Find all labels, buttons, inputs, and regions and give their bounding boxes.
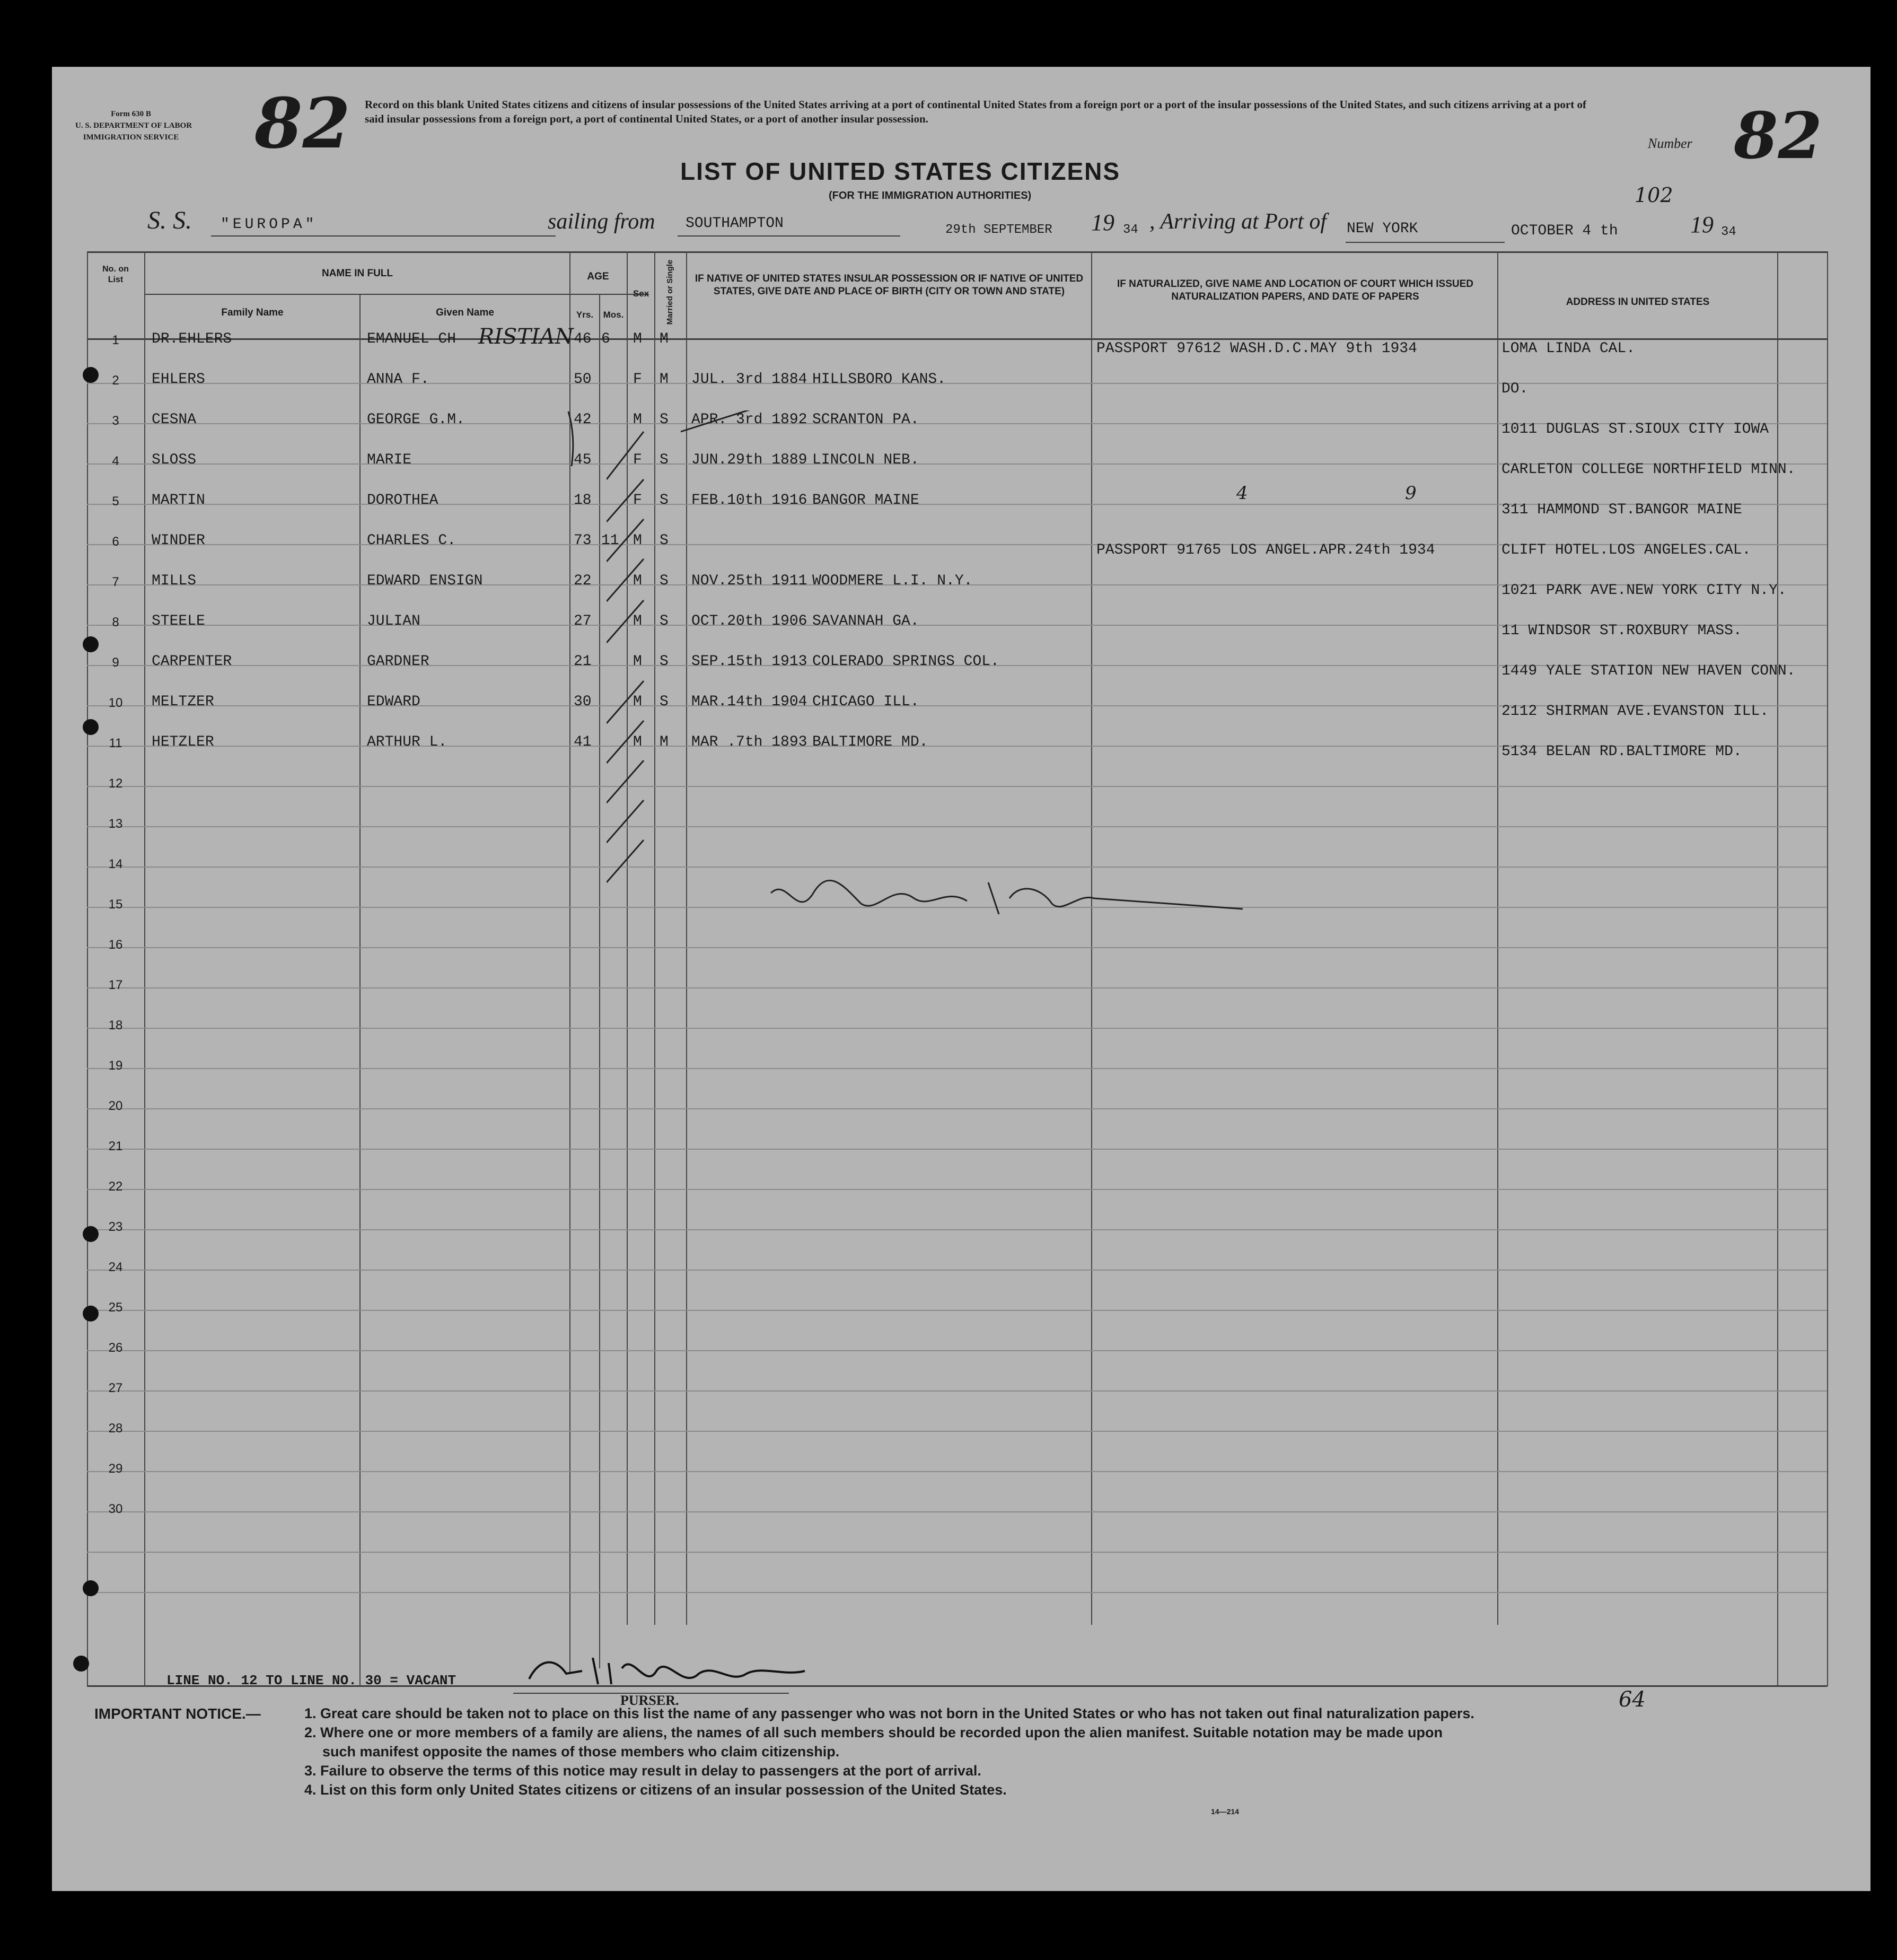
birth-place: CHICAGO ILL.: [812, 694, 919, 710]
row-line: [87, 1108, 1827, 1109]
marital-status: S: [660, 532, 669, 549]
line-number: 20: [108, 1099, 123, 1113]
birth-place: SCRANTON PA.: [812, 412, 919, 428]
birth-date: OCT.20th 1906: [691, 613, 807, 629]
family-name: MELTZER: [152, 694, 214, 710]
arrival-year-prefix: 19: [1690, 212, 1714, 238]
given-name: EMANUEL CH: [367, 331, 456, 347]
punch-hole: [83, 636, 99, 652]
row-line: [87, 383, 1827, 384]
punch-hole: [83, 367, 99, 383]
line-number: 18: [108, 1018, 123, 1032]
header-age: AGE: [587, 271, 609, 282]
birth-date: JUN.29th 1889: [691, 452, 807, 468]
age-years: 18: [574, 492, 592, 509]
birth-date: MAR .7th 1893: [691, 734, 807, 750]
row-line: [87, 1390, 1827, 1392]
us-address: 311 HAMMOND ST.BANGOR MAINE: [1501, 502, 1742, 518]
row-line: [87, 1068, 1827, 1069]
col-line-naturalization: [1091, 251, 1092, 1625]
row1-bracket: [564, 410, 585, 469]
tick-strokes: [607, 410, 797, 882]
age-years: 21: [574, 653, 592, 670]
age-years: 27: [574, 613, 592, 629]
row-line: [87, 867, 1827, 868]
marital-status: S: [660, 412, 669, 428]
given-name: GEORGE G.M.: [367, 412, 465, 428]
form-id: [75, 108, 192, 143]
line-number: 21: [108, 1139, 123, 1153]
birth-date: MAR.14th 1904: [691, 694, 807, 710]
manifest-table: [87, 251, 1827, 1720]
family-name: CARPENTER: [152, 653, 232, 670]
line-number: 22: [108, 1179, 123, 1194]
given-name: ARTHUR L.: [367, 734, 447, 750]
row-line: [87, 1310, 1827, 1311]
naturalization-papers: PASSPORT 91765 LOS ANGEL.APR.24th 1934: [1096, 542, 1435, 558]
page-number: 64: [1619, 1687, 1646, 1712]
line-number: 26: [108, 1341, 123, 1355]
birth-date: FEB.10th 1916: [691, 492, 807, 509]
intro-text: Record on this blank United States citizens and citizens of insular possessions of the United States arriving at a port of continental United States from a foreign port or a port of the insular possessions of the United States, and such citizens arriving at a port of said insular possessions from a foreign port, a port of continental United States, or a port of another insular possession.: [365, 98, 1586, 125]
birth-date: JUL. 3rd 1884: [691, 371, 807, 388]
us-address: 11 WINDSOR ST.ROXBURY MASS.: [1501, 623, 1742, 639]
family-name: WINDER: [152, 532, 205, 549]
departure-date: 29th SEPTEMBER: [945, 223, 1052, 237]
sex: F: [633, 452, 642, 468]
arriving-label: , Arriving at Port of: [1149, 209, 1327, 234]
line-number: 13: [108, 817, 123, 831]
naturalization-papers: PASSPORT 97612 WASH.D.C.MAY 9th 1934: [1096, 340, 1417, 357]
marital-status: S: [660, 452, 669, 468]
line-number: 16: [108, 938, 123, 952]
col-line-mos: [599, 295, 600, 1668]
list-number-left: 82: [254, 83, 350, 164]
notice-3: 3. Failure to observe the terms of this notice may result in delay to passengers at the port of arrival.: [304, 1763, 981, 1779]
arrival-port: NEW YORK: [1347, 221, 1418, 237]
line-number: 5: [112, 494, 119, 509]
page-reference: 102: [1635, 183, 1673, 207]
row-line: [87, 1028, 1827, 1029]
row-line: [87, 987, 1827, 988]
line-number: 10: [108, 696, 123, 710]
notice-label: IMPORTANT NOTICE.—: [94, 1705, 261, 1722]
row2-mark-b: 9: [1405, 483, 1417, 504]
line-number: 12: [108, 776, 123, 791]
departure-underline: [678, 235, 900, 237]
age-years: 41: [574, 734, 592, 750]
table-top-border: [87, 251, 1827, 253]
age-years: 22: [574, 573, 592, 589]
vacant-note: LINE NO. 12 TO LINE NO. 30 = VACANT: [166, 1673, 456, 1688]
punch-hole: [73, 1656, 89, 1672]
line-number: 19: [108, 1058, 123, 1073]
signature-stroke: [771, 880, 1243, 914]
us-address: CLIFT HOTEL.LOS ANGELES.CAL.: [1501, 542, 1751, 558]
marital-status: S: [660, 613, 669, 629]
birth-place: BALTIMORE MD.: [812, 734, 928, 750]
header-mos: Mos.: [603, 310, 624, 320]
sex: F: [633, 371, 642, 388]
row-line: [87, 1189, 1827, 1190]
us-address: LOMA LINDA CAL.: [1501, 340, 1636, 357]
age-months: 6: [601, 331, 610, 347]
row-line: [87, 786, 1827, 787]
us-address: DO.: [1501, 381, 1529, 397]
row-line: [87, 1431, 1827, 1432]
line-number: 9: [112, 655, 119, 670]
family-name: CESNA: [152, 412, 197, 428]
departure-year: 34: [1123, 223, 1138, 237]
line-number: 29: [108, 1462, 123, 1476]
sex: M: [633, 412, 642, 428]
sex: F: [633, 492, 642, 509]
line-number: 1: [112, 333, 119, 347]
given-name: GARDNER: [367, 653, 429, 670]
row-line: [87, 1511, 1827, 1512]
purser-signature-stroke: [529, 1658, 805, 1684]
birth-place: HILLSBORO KANS.: [812, 371, 946, 388]
sailing-label: sailing from: [548, 209, 655, 234]
notice-2-cont: such manifest opposite the names of those members who claim citizenship.: [322, 1744, 840, 1760]
header-married-single: Married or Single: [665, 259, 674, 325]
service: IMMIGRATION SERVICE: [83, 133, 179, 142]
punch-hole: [83, 1226, 99, 1242]
birth-place: SAVANNAH GA.: [812, 613, 919, 629]
age-years: 42: [574, 412, 592, 428]
header-naturalization: IF NATURALIZED, GIVE NAME AND LOCATION OF COURT WHICH ISSUED NATURALIZATION PAPERS, AND DATE OF PAPERS: [1117, 278, 1473, 302]
us-address: 2112 SHIRMAN AVE.EVANSTON ILL.: [1501, 703, 1769, 720]
name-age-sub-border: [145, 294, 649, 295]
birth-place: LINCOLN NEB.: [812, 452, 919, 468]
us-address: 1011 DUGLAS ST.SIOUX CITY IOWA: [1501, 421, 1769, 438]
line-number: 24: [108, 1260, 123, 1274]
line-number: 28: [108, 1421, 123, 1436]
departure-port: SOUTHAMPTON: [686, 215, 784, 232]
line-number: 25: [108, 1300, 123, 1315]
age-years: 46: [574, 331, 592, 347]
header-no-on-list: No. on List: [102, 265, 129, 284]
row-line: [87, 1229, 1827, 1230]
header-name-in-full: NAME IN FULL: [321, 268, 393, 279]
arrival-date: OCTOBER 4 th: [1511, 223, 1618, 239]
punch-hole: [83, 719, 99, 735]
marital-status: S: [660, 653, 669, 670]
given-name: EDWARD ENSIGN: [367, 573, 483, 589]
us-address: 5134 BELAN RD.BALTIMORE MD.: [1501, 743, 1742, 760]
purser-label: PURSER.: [620, 1693, 679, 1708]
sex: M: [633, 694, 642, 710]
signature-scrawl: [766, 872, 1243, 930]
department: U. S. DEPARTMENT OF LABOR: [75, 121, 192, 130]
family-name: STEELE: [152, 613, 205, 629]
given-name: ANNA F.: [367, 371, 429, 388]
manifest-sheet: [52, 67, 1870, 1891]
us-address: 1021 PARK AVE.NEW YORK CITY N.Y.: [1501, 582, 1787, 599]
sex: M: [633, 573, 642, 589]
marital-status: M: [660, 734, 669, 750]
arrival-underline: [1346, 242, 1505, 243]
header-address: ADDRESS IN UNITED STATES: [1566, 296, 1710, 308]
header-birth: IF NATIVE OF UNITED STATES INSULAR POSSESSION OR IF NATIVE OF UNITED STATES, GIVE DATE AND PLACE OF BIRTH (CITY OR TOWN AND STATE): [695, 273, 1084, 297]
sex: M: [633, 734, 642, 750]
ship-underline: [211, 235, 556, 237]
notice-4: 4. List on this form only United States citizens or citizens of an insular possession of the United States.: [304, 1782, 1007, 1798]
row2-mark-a: 4: [1236, 483, 1248, 504]
departure-year-prefix: 19: [1091, 209, 1114, 235]
family-name: MARTIN: [152, 492, 205, 509]
given-name: JULIAN: [367, 613, 420, 629]
row-line: [87, 1471, 1827, 1472]
purser-signature: [519, 1647, 815, 1695]
birth-date: NOV.25th 1911: [691, 573, 807, 589]
given-name: CHARLES C.: [367, 532, 456, 549]
marital-status: S: [660, 573, 669, 589]
family-name: HETZLER: [152, 734, 214, 750]
header-family-name: Family Name: [221, 307, 284, 318]
given-name: EDWARD: [367, 694, 420, 710]
form-title: LIST OF UNITED STATES CITIZENS: [680, 158, 1121, 185]
given-name-handwritten: RISTIAN: [478, 325, 574, 349]
sex: M: [633, 331, 642, 347]
given-name: MARIE: [367, 452, 412, 468]
birth-date: SEP.15th 1913: [691, 653, 807, 670]
line-number: 4: [112, 454, 119, 468]
birth-place: WOODMERE L.I. N.Y.: [812, 573, 973, 589]
punch-hole: [83, 1306, 99, 1322]
age-years: 45: [574, 452, 592, 468]
given-name: DOROTHEA: [367, 492, 438, 509]
marital-status: M: [660, 331, 669, 347]
arrival-year: 34: [1721, 225, 1736, 239]
us-address: CARLETON COLLEGE NORTHFIELD MINN.: [1501, 461, 1796, 478]
family-name: SLOSS: [152, 452, 197, 468]
birth-place: BANGOR MAINE: [812, 492, 919, 509]
family-name: DR.EHLERS: [152, 331, 232, 347]
birth-place: COLERADO SPRINGS COL.: [812, 653, 999, 670]
sex: M: [633, 653, 642, 670]
line-number: 6: [112, 535, 119, 549]
marital-status: S: [660, 694, 669, 710]
number-label: Number: [1648, 136, 1692, 151]
form-subtitle: (FOR THE IMMIGRATION AUTHORITIES): [829, 190, 1032, 202]
us-address: 1449 YALE STATION NEW HAVEN CONN.: [1501, 663, 1796, 679]
birth-date: APR. 3rd 1892: [691, 412, 807, 428]
marital-status: M: [660, 371, 669, 388]
marital-status: S: [660, 492, 669, 509]
row-line: [87, 947, 1827, 948]
age-years: 73: [574, 532, 592, 549]
line-number: 17: [108, 978, 123, 992]
row-line: [87, 1149, 1827, 1150]
line-number: 14: [108, 857, 123, 871]
line-number: 3: [112, 414, 119, 428]
line-number: 27: [108, 1381, 123, 1395]
row-line: [87, 1270, 1827, 1271]
age-years: 50: [574, 371, 592, 388]
sex: M: [633, 613, 642, 629]
family-name: MILLS: [152, 573, 197, 589]
notice-2: 2. Where one or more members of a family are aliens, the names of all such members should be recorded upon the alien manifest. Suitable notation may be made upon: [304, 1725, 1443, 1740]
print-code: 14—214: [1211, 1807, 1239, 1816]
family-name: EHLERS: [152, 371, 205, 388]
line-number: 30: [108, 1502, 123, 1516]
header-yrs: Yrs.: [576, 310, 594, 320]
col-line-address: [1497, 251, 1498, 1625]
line-number: 15: [108, 897, 123, 912]
form-number: Form 630 B: [111, 110, 151, 118]
sex: M: [633, 532, 642, 549]
row-line: [87, 1552, 1827, 1553]
bracket-stroke: [568, 412, 573, 466]
header-sex: Sex: [633, 288, 649, 299]
header-given-name: Given Name: [436, 307, 494, 318]
row-line: [87, 1592, 1827, 1593]
header-bottom-border: [87, 338, 1827, 340]
line-number: 7: [112, 575, 119, 589]
row-line: [87, 1350, 1827, 1351]
punch-hole: [83, 1580, 99, 1596]
list-number-right: 82: [1734, 99, 1822, 173]
ship-name: "EUROPA": [221, 216, 318, 233]
row-line: [87, 826, 1827, 827]
notice-1: 1. Great care should be taken not to place on this list the name of any passenger who was not born in the United States or who has not taken out final naturalization papers.: [304, 1705, 1474, 1721]
col-line-edge: [1827, 251, 1828, 1686]
line-number: 23: [108, 1220, 123, 1234]
line-number: 2: [112, 373, 119, 388]
tick-marks: [607, 410, 819, 888]
age-years: 30: [574, 694, 592, 710]
age-months: 11: [601, 532, 619, 549]
ss-label: S. S.: [147, 206, 192, 234]
line-number: 8: [112, 615, 119, 629]
line-number: 11: [109, 736, 122, 750]
